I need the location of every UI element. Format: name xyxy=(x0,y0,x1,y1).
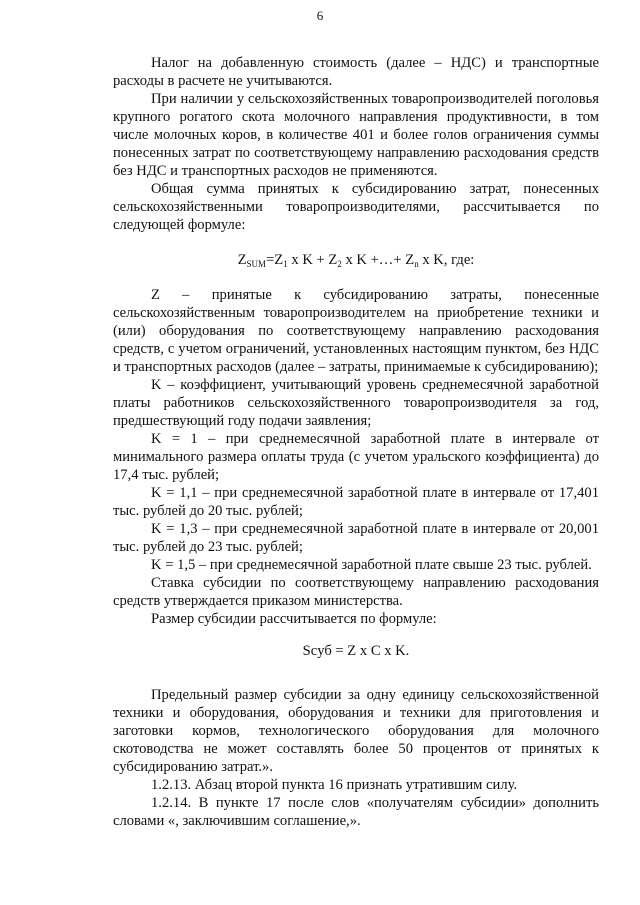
paragraph-k-1-5: K = 1,5 – при среднемесячной заработной плате свыше 23 тыс. рублей. xyxy=(151,557,592,573)
paragraph-k-definition: K – коэффициент, учитывающий уровень среднемесячной заработной платы работников сельскохозяйственного товаропроизводителя за год, предшествующий году подачи заявления; xyxy=(113,377,599,429)
paragraph-herd-exception: При наличии у сельскохозяйственных товаропроизводителей поголовья крупного рогатого скота молочного направления продуктивности, в том числе молочных коров, в количестве 401 и более голов ограничения суммы понесенных затрат по соответствующему направлению расходования средств без НДС и транспортных расходов не применяются. xyxy=(113,91,599,179)
paragraph-k-1-1: K = 1,1 – при среднемесячной заработной плате в интервале от 17,401 тыс. рублей до 20 тыс. рублей; xyxy=(113,485,599,519)
paragraph-z-definition: Z – принятые к субсидированию затраты, понесенные сельскохозяйственным товаропроизводителем на приобретение техники и (или) оборудования по соответствующему направлению расходования средств, с учетом ограничений, установленных настоящим пунктом, без НДС и транспортных расходов (далее – затраты, принимаемые к субсидированию); xyxy=(113,287,599,375)
paragraph-limit: Предельный размер субсидии за одну единицу сельскохозяйственной техники и оборудования, оборудования и техники для приготовления и заготовки кормов, технологического оборудования для молочного скотоводства не может составлять более 50 процентов от принятых к субсидированию затрат.». xyxy=(113,687,599,775)
paragraph-k-1-3: K = 1,3 – при среднемесячной заработной плате в интервале от 20,001 тыс. рублей до 23 тыс. рублей; xyxy=(113,521,599,555)
page-number: 6 xyxy=(316,8,324,23)
paragraph-k-1: K = 1 – при среднемесячной заработной плате в интервале от минимального размера оплаты труда (с учетом уральского коэффициента) до 17,4 тыс. рублей; xyxy=(113,431,599,483)
paragraph-subsidy-size: Размер субсидии рассчитывается по формуле: xyxy=(151,611,437,627)
paragraph-vat: Налог на добавленную стоимость (далее – НДС) и транспортные расходы в расчете не учитываются. xyxy=(113,55,599,89)
document-body xyxy=(113,54,599,830)
formula-total: $Z_{SUM}=Z_1$ x $K + Z_2$ x K +…+ $Z_n$ x K, где: xyxy=(237,252,475,269)
formula-subsidy: Scуб = Z x C x K. xyxy=(302,643,410,659)
paragraph-total-sum: Общая сумма принятых к субсидированию затрат, понесенных сельскохозяйственными товаропроизводителями, рассчитывается по следующей формуле: xyxy=(113,181,599,233)
paragraph-subsidy-rate: Ставка субсидии по соответствующему направлению расходования средств утверждается приказом министерства. xyxy=(113,575,599,609)
paragraph-1-2-14: 1.2.14. В пункте 17 после слов «получателям субсидии» дополнить словами «, заключившим соглашение,». xyxy=(113,795,599,829)
paragraph-1-2-13: 1.2.13. Абзац второй пункта 16 признать утратившим силу. xyxy=(151,777,518,793)
